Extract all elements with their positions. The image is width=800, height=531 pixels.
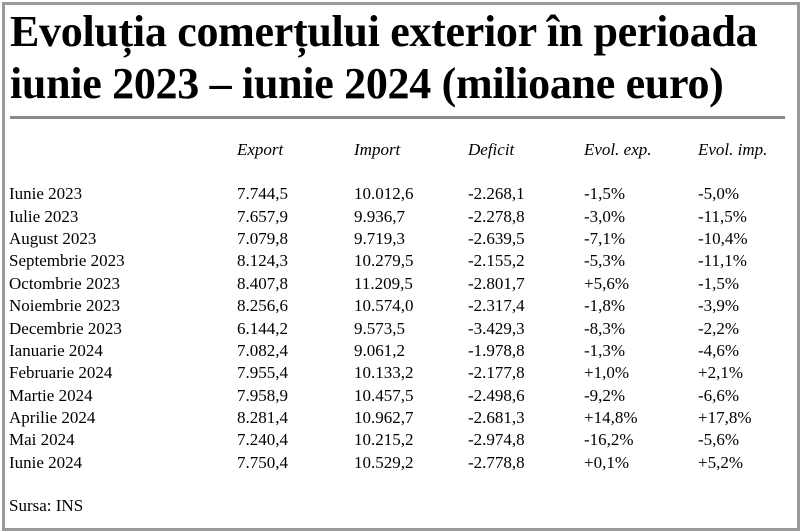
- header-evol-exp: Evol. exp.: [584, 140, 652, 159]
- cell-evol-exp: -8,3%: [584, 318, 626, 338]
- cell-deficit: -2.801,7: [468, 273, 525, 293]
- cell-month: Iunie 2023: [9, 184, 83, 204]
- cell-import: 10.962,7: [354, 408, 414, 428]
- cell-month: Iulie 2023: [9, 206, 79, 226]
- cell-evol-exp: -1,8%: [584, 296, 626, 316]
- cell-evol-imp: +5,2%: [698, 452, 743, 472]
- title-line-2: iunie 2023 – iunie 2024 (milioane euro): [10, 59, 724, 108]
- cell-evol-exp: -5,3%: [584, 251, 626, 271]
- cell-import: 10.529,2: [354, 452, 414, 472]
- table-row: [9, 429, 788, 451]
- table-body: [9, 183, 788, 474]
- cell-export: 7.958,9: [237, 385, 288, 405]
- cell-export: 7.955,4: [237, 363, 288, 383]
- cell-evol-exp: +14,8%: [584, 408, 638, 428]
- cell-deficit: -1.978,8: [468, 340, 525, 360]
- cell-deficit: -2.177,8: [468, 363, 525, 383]
- cell-evol-exp: -7,1%: [584, 228, 626, 248]
- cell-export: 7.082,4: [237, 340, 288, 360]
- table-row: [9, 273, 788, 295]
- cell-deficit: -2.639,5: [468, 228, 525, 248]
- cell-evol-imp: -3,9%: [698, 296, 740, 316]
- trade-table: [9, 140, 788, 474]
- cell-month: Februarie 2024: [9, 363, 113, 383]
- cell-import: 10.279,5: [354, 251, 414, 271]
- table-row: [9, 295, 788, 317]
- cell-evol-imp: -1,5%: [698, 273, 740, 293]
- cell-import: 9.936,7: [354, 206, 405, 226]
- cell-evol-imp: -5,0%: [698, 184, 740, 204]
- table-row: [9, 340, 788, 362]
- cell-evol-imp: -2,2%: [698, 318, 740, 338]
- cell-export: 8.281,4: [237, 408, 288, 428]
- header-export: Export: [237, 140, 284, 159]
- cell-month: Martie 2024: [9, 385, 93, 405]
- cell-export: 7.079,8: [237, 228, 288, 248]
- cell-evol-imp: -10,4%: [698, 228, 748, 248]
- source-note: Sursa: INS: [9, 496, 84, 515]
- table-row: [9, 205, 788, 227]
- cell-evol-imp: -5,6%: [698, 430, 740, 450]
- cell-deficit: -2.268,1: [468, 184, 525, 204]
- cell-import: 9.573,5: [354, 318, 405, 338]
- cell-import: 10.574,0: [354, 296, 414, 316]
- cell-evol-exp: +5,6%: [584, 273, 629, 293]
- cell-evol-imp: -11,1%: [698, 251, 747, 271]
- cell-month: Septembrie 2023: [9, 251, 125, 271]
- table-row: [9, 362, 788, 384]
- cell-export: 8.256,6: [237, 296, 288, 316]
- cell-month: August 2023: [9, 228, 97, 248]
- cell-deficit: -2.778,8: [468, 452, 525, 472]
- cell-deficit: -2.155,2: [468, 251, 525, 271]
- cell-deficit: -3.429,3: [468, 318, 525, 338]
- table-row: [9, 452, 788, 474]
- cell-import: 10.133,2: [354, 363, 414, 383]
- cell-evol-exp: -9,2%: [584, 385, 626, 405]
- header-row: [9, 140, 788, 164]
- cell-deficit: -2.278,8: [468, 206, 525, 226]
- cell-deficit: -2.317,4: [468, 296, 525, 316]
- table-row: [9, 317, 788, 339]
- cell-deficit: -2.681,3: [468, 408, 525, 428]
- header-deficit: Deficit: [468, 140, 515, 159]
- cell-evol-imp: -6,6%: [698, 385, 740, 405]
- cell-import: 9.061,2: [354, 340, 405, 360]
- cell-evol-exp: -16,2%: [584, 430, 634, 450]
- cell-month: Octombrie 2023: [9, 273, 120, 293]
- page-title: [10, 6, 790, 110]
- title-line-1: Evoluția comerțului exterior în perioada: [10, 7, 758, 56]
- cell-import: 11.209,5: [354, 273, 413, 293]
- cell-evol-imp: +17,8%: [698, 408, 752, 428]
- header-month: [9, 140, 237, 164]
- title-divider: [10, 116, 785, 119]
- cell-month: Ianuarie 2024: [9, 340, 103, 360]
- cell-evol-imp: -4,6%: [698, 340, 740, 360]
- cell-month: Noiembrie 2023: [9, 296, 120, 316]
- cell-deficit: -2.974,8: [468, 430, 525, 450]
- table-row: [9, 228, 788, 250]
- table-row: [9, 407, 788, 429]
- cell-export: 7.750,4: [237, 452, 288, 472]
- cell-evol-exp: -1,5%: [584, 184, 626, 204]
- cell-import: 10.215,2: [354, 430, 414, 450]
- cell-import: 10.457,5: [354, 385, 414, 405]
- cell-deficit: -2.498,6: [468, 385, 525, 405]
- cell-month: Decembrie 2023: [9, 318, 122, 338]
- header-import: Import: [354, 140, 401, 159]
- cell-month: Mai 2024: [9, 430, 75, 450]
- cell-import: 9.719,3: [354, 228, 405, 248]
- table-row: [9, 250, 788, 272]
- cell-export: 6.144,2: [237, 318, 288, 338]
- cell-evol-exp: +0,1%: [584, 452, 629, 472]
- trade-table-container: [9, 140, 789, 474]
- header-evol-imp: Evol. imp.: [698, 140, 768, 159]
- cell-month: Iunie 2024: [9, 452, 83, 472]
- cell-import: 10.012,6: [354, 184, 414, 204]
- cell-export: 7.744,5: [237, 184, 288, 204]
- cell-evol-exp: +1,0%: [584, 363, 629, 383]
- cell-evol-exp: -3,0%: [584, 206, 626, 226]
- cell-evol-imp: +2,1%: [698, 363, 743, 383]
- cell-export: 7.657,9: [237, 206, 288, 226]
- cell-evol-imp: -11,5%: [698, 206, 747, 226]
- cell-evol-exp: -1,3%: [584, 340, 626, 360]
- cell-month: Aprilie 2024: [9, 408, 96, 428]
- table-row: [9, 183, 788, 205]
- cell-export: 7.240,4: [237, 430, 288, 450]
- table-row: [9, 385, 788, 407]
- header-spacer: [9, 164, 788, 183]
- cell-export: 8.124,3: [237, 251, 288, 271]
- cell-export: 8.407,8: [237, 273, 288, 293]
